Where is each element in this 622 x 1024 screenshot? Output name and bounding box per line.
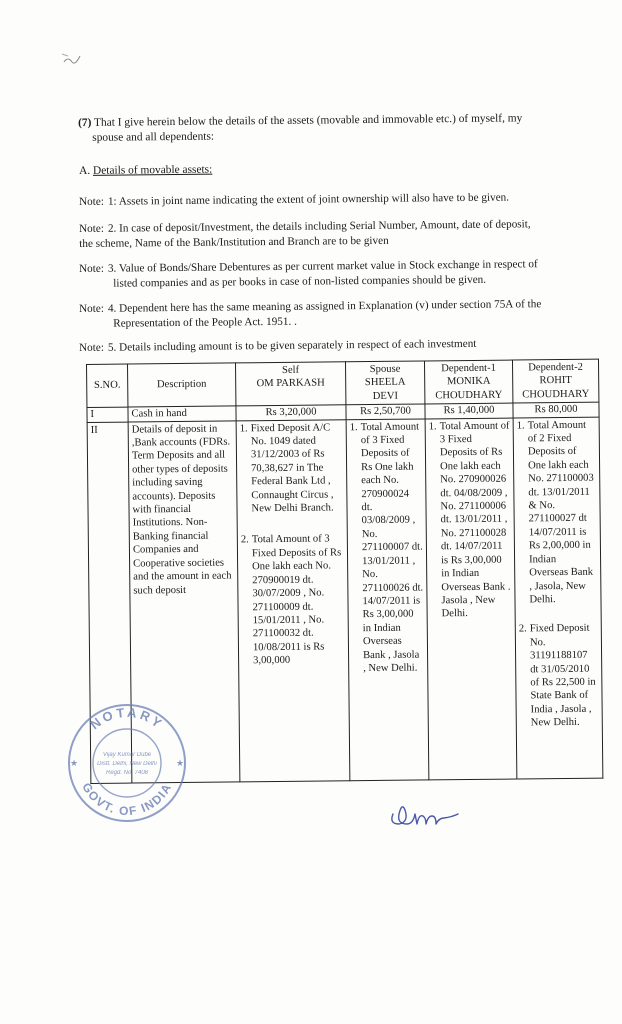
note-3	[79, 257, 549, 291]
stamp-bottom-text: GOVT. OF INDIA	[79, 780, 175, 819]
intro-paragraph	[78, 111, 558, 146]
item-number: 2.	[518, 623, 527, 635]
list-item	[517, 418, 598, 607]
stamp-line-3: Regd. No. 7408	[105, 770, 149, 776]
cell-dependent-1	[425, 418, 517, 780]
stamp-line-1: Vijay Kumar Dube	[102, 752, 152, 758]
header-dep1-name-2: CHOUDHARY	[435, 389, 503, 402]
stamp-line-2: Distt. Delhi, New Delhi	[97, 761, 157, 767]
header-self-name: OM PARKASH	[256, 377, 325, 390]
item-text: Total Amount of 3 Fixed Deposits of Rs One lakh each No. 270900019 dt. 30/07/2009 , No. 271100009 dt. 15/01/2011 , No. 271100032 dt. 10/08/2011 is Rs 3,00,000	[251, 533, 342, 667]
stamp-top-text: NOTARY	[87, 704, 167, 733]
svg-text:★: ★	[176, 758, 185, 768]
notary-stamp	[64, 700, 190, 826]
note-text: 3. Value of Bonds/Share Debentures as per current market value in Stock exchange in respect of	[107, 258, 538, 275]
item-number: 1.	[428, 420, 437, 433]
section-title: Details of movable assets:	[92, 163, 213, 177]
item-text: Total Amount of 3 Fixed Deposits of Rs One lakh each No. 270900026 dt. 04/08/2009 , No. 271100006 dt. 13/01/2011 , No. 271100028 dt. 14/07/2011 is Rs 3,00,000 in Indian Overseas Bank . Jasola , New Delhi.	[439, 420, 511, 620]
header-dep2-name-2: CHOUDHARY	[522, 388, 590, 401]
list-item	[519, 622, 599, 730]
cell-sno: I	[87, 407, 128, 422]
item-number: 1.	[516, 420, 525, 432]
note-continuation: listed companies and as per books in case of non-listed companies should be given.	[113, 273, 487, 290]
item-text: Total Amount of 2 Fixed Deposits of One lakh each No. 271100003 dt. 13/01/2011 & No. 271100027 dt 14/07/2011 is Rs 2,00,000 in Indian Overseas Bank , Jasola, New Delhi.	[527, 419, 594, 606]
list-item	[241, 533, 345, 668]
section-prefix: A.	[79, 164, 91, 177]
header-dep2-name-1: ROHIT	[539, 375, 572, 387]
note-1	[79, 190, 549, 209]
header-description: Description	[128, 363, 236, 407]
note-label: Note:	[79, 302, 104, 315]
list-item	[350, 420, 425, 675]
handwritten-signature	[385, 790, 485, 830]
note-continuation: the scheme, Name of the Bank/Institution and Branch are to be given	[79, 234, 389, 250]
item-text: Fixed Deposit No. 31191188107 dt 31/05/2010 of Rs 22,500 in State Bank of India , Jasola , New Delhi.	[529, 623, 596, 729]
item-number: 2.	[240, 534, 249, 546]
note-continuation: Representation of the People Act. 1951. .	[113, 315, 297, 330]
header-dep1-name-1: MONIKA	[446, 376, 491, 388]
corner-scribble-mark	[60, 48, 90, 72]
note-5	[79, 336, 549, 355]
note-text: 1: Assets in joint name indicating the extent of joint ownership will also have to be given.	[107, 191, 510, 208]
note-label: Note:	[79, 195, 104, 208]
cell-description: Details of deposit in ,Bank accounts (FDRs. Term Deposits and all other types of deposits including saving accounts). Deposits with financial Institutions. Non-Banking financial Companies and Cooperative societies and the amount in each such deposit	[128, 421, 240, 783]
item-number: 1.	[239, 422, 248, 435]
cell-spouse: Rs 2,50,700	[346, 404, 425, 419]
svg-text:★: ★	[70, 758, 79, 768]
header-dependent-1	[424, 360, 512, 404]
cell-dependent-2: Rs 80,000	[513, 402, 599, 417]
header-dependent-2	[512, 359, 598, 403]
note-text: 5. Details including amount is to be given separately in respect of each investment	[107, 337, 477, 354]
header-spouse-name-2: DEVI	[372, 390, 399, 402]
cell-self: Rs 3,20,000	[236, 405, 346, 421]
header-spouse-label: Spouse	[369, 363, 401, 376]
header-sno: S.NO.	[87, 364, 128, 408]
note-label: Note:	[79, 341, 104, 354]
header-self-label: Self	[281, 364, 300, 376]
note-label: Note:	[79, 262, 104, 275]
cell-self	[236, 419, 350, 781]
cell-sno: II	[87, 422, 132, 783]
header-spouse	[345, 361, 424, 405]
cell-dependent-1: Rs 1,40,000	[425, 403, 513, 418]
cell-spouse	[346, 419, 429, 781]
header-dep1-label: Dependent-1	[441, 362, 496, 375]
cell-dependent-2	[513, 417, 603, 779]
intro-number: (7)	[78, 116, 92, 129]
note-2	[79, 217, 549, 251]
intro-line-2: spouse and all dependents:	[92, 130, 215, 144]
header-self	[235, 362, 345, 406]
table-header-row	[87, 359, 599, 408]
item-text: Total Amount of 3 Fixed Deposits of Rs One lakh each No. 270900024 dt. 03/08/2009 , No. 271100007 dt. 13/01/2011 , No. 271100026 dt. 14/07/2011 is Rs 3,00,000 in Indian Overseas Bank , Jasola , New Delhi.	[360, 421, 424, 675]
note-text: 2. In case of deposit/Investment, the details including Serial Number, Amount, date of deposit,	[107, 218, 531, 235]
list-item	[240, 421, 344, 516]
item-number: 1.	[349, 421, 358, 433]
header-spouse-name-1: SHEELA	[364, 377, 406, 389]
section-heading	[79, 164, 212, 177]
intro-line-1: That I give herein below the details of the assets (movable and immovable etc.) of myself, my	[93, 112, 523, 129]
cell-description: Cash in hand	[128, 406, 236, 422]
list-item	[429, 419, 512, 621]
header-dep2-label: Dependent-2	[528, 361, 583, 374]
note-text: 4. Dependent here has the same meaning as assigned in Explanation (v) under section 75A of the	[107, 298, 542, 315]
item-text: Fixed Deposit A/C No. 1049 dated 31/12/2003 of Rs 70,38,627 in The Federal Bank Ltd , Connaught Circus , New Delhi Branch.	[250, 422, 334, 515]
note-4	[79, 297, 549, 331]
note-label: Note:	[79, 222, 104, 235]
